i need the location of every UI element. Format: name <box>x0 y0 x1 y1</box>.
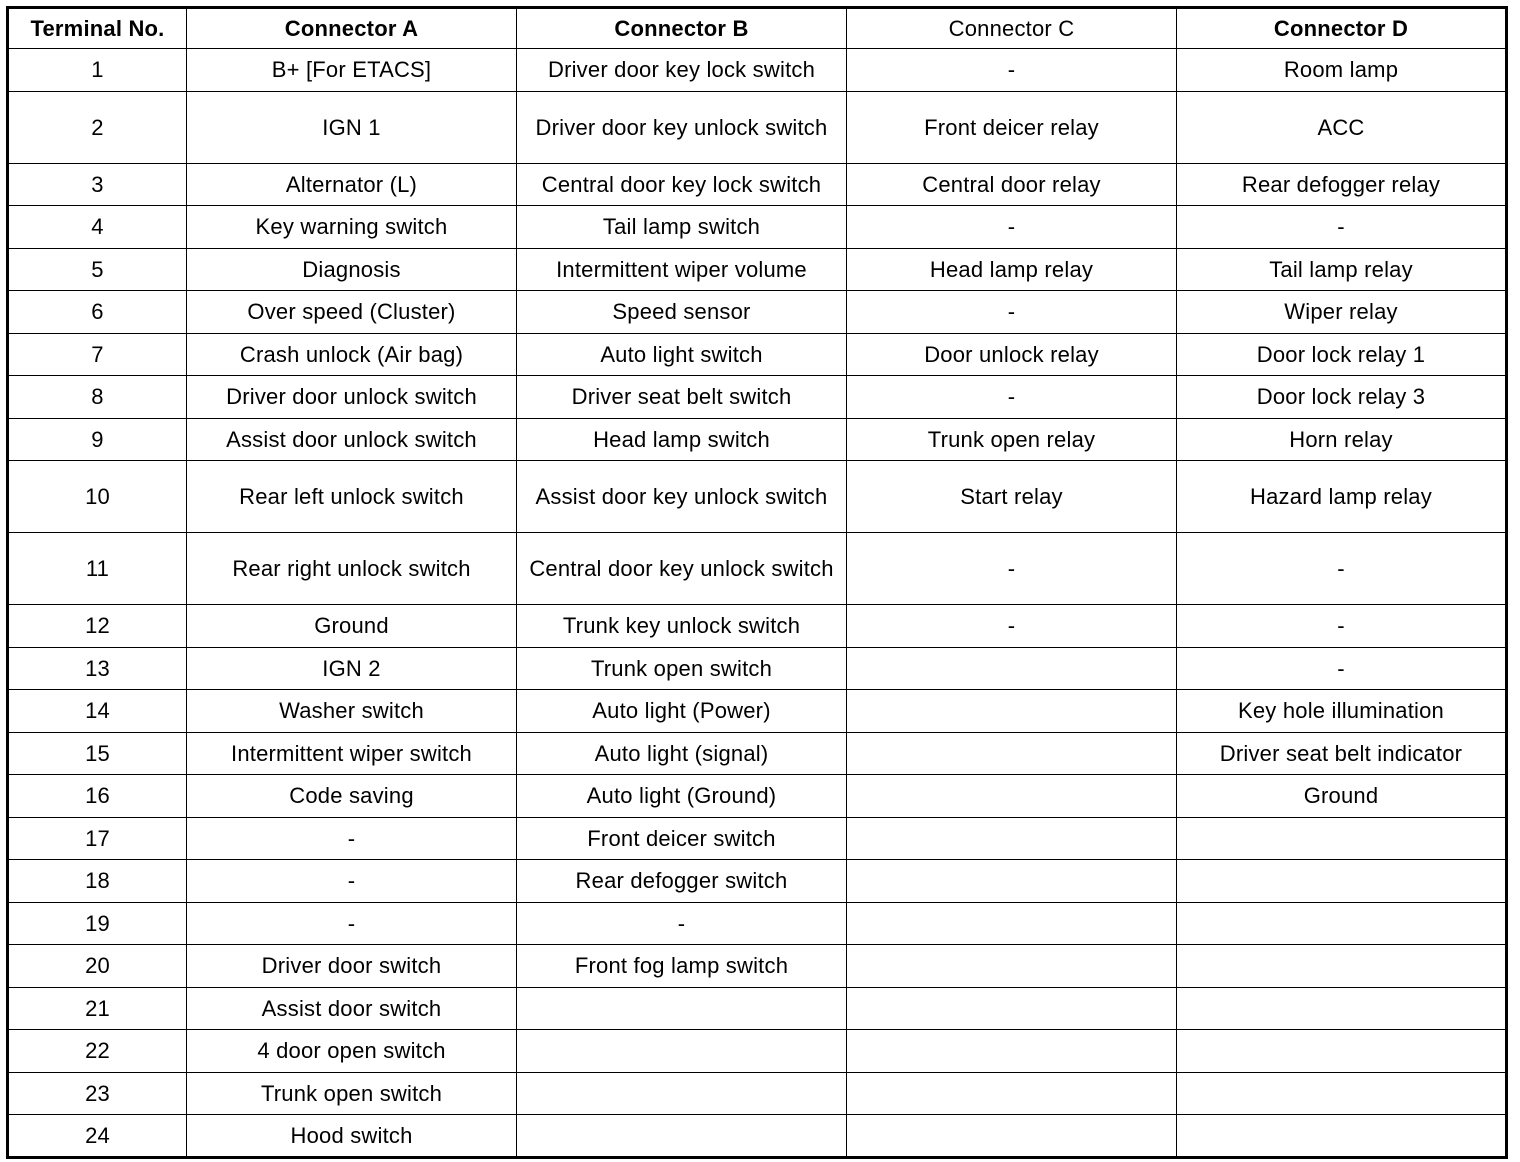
cell-connector-d: Rear defogger relay <box>1177 163 1507 206</box>
cell-connector-c <box>847 732 1177 775</box>
table-row <box>8 605 1507 648</box>
cell-terminal-no: 16 <box>8 775 187 818</box>
document-page <box>6 6 1508 1159</box>
table-row <box>8 333 1507 376</box>
cell-connector-b: Auto light (signal) <box>517 732 847 775</box>
header-connector-d: Connector D <box>1177 8 1507 49</box>
cell-terminal-no: 15 <box>8 732 187 775</box>
cell-connector-a: Ground <box>187 605 517 648</box>
table-row <box>8 248 1507 291</box>
table-row <box>8 1030 1507 1073</box>
cell-connector-d: - <box>1177 533 1507 605</box>
cell-terminal-no: 22 <box>8 1030 187 1073</box>
cell-terminal-no: 1 <box>8 49 187 92</box>
cell-connector-b <box>517 1072 847 1115</box>
cell-connector-b <box>517 1030 847 1073</box>
cell-connector-a: IGN 2 <box>187 647 517 690</box>
header-terminal-no: Terminal No. <box>8 8 187 49</box>
cell-terminal-no: 20 <box>8 945 187 988</box>
cell-connector-c: - <box>847 605 1177 648</box>
cell-connector-b: Rear defogger switch <box>517 860 847 903</box>
cell-connector-c <box>847 1115 1177 1158</box>
cell-connector-d: Ground <box>1177 775 1507 818</box>
cell-terminal-no: 7 <box>8 333 187 376</box>
cell-terminal-no: 8 <box>8 376 187 419</box>
cell-connector-d: ACC <box>1177 91 1507 163</box>
cell-connector-c <box>847 1030 1177 1073</box>
cell-connector-d <box>1177 1115 1507 1158</box>
table-row <box>8 49 1507 92</box>
table-row <box>8 817 1507 860</box>
table-row <box>8 461 1507 533</box>
cell-connector-b: Auto light switch <box>517 333 847 376</box>
cell-terminal-no: 6 <box>8 291 187 334</box>
cell-terminal-no: 19 <box>8 902 187 945</box>
cell-connector-d: Door lock relay 1 <box>1177 333 1507 376</box>
table-header-row <box>8 8 1507 49</box>
cell-connector-a: - <box>187 817 517 860</box>
cell-terminal-no: 13 <box>8 647 187 690</box>
cell-connector-b: Front deicer switch <box>517 817 847 860</box>
table-row <box>8 291 1507 334</box>
cell-connector-d <box>1177 860 1507 903</box>
table-row <box>8 945 1507 988</box>
table-row <box>8 732 1507 775</box>
cell-connector-a: Driver door unlock switch <box>187 376 517 419</box>
cell-connector-a: - <box>187 860 517 903</box>
cell-connector-a: Diagnosis <box>187 248 517 291</box>
header-connector-a: Connector A <box>187 8 517 49</box>
cell-terminal-no: 18 <box>8 860 187 903</box>
table-row <box>8 206 1507 249</box>
cell-connector-c: - <box>847 206 1177 249</box>
cell-connector-c: Central door relay <box>847 163 1177 206</box>
cell-connector-b: Speed sensor <box>517 291 847 334</box>
cell-connector-b: Driver door key lock switch <box>517 49 847 92</box>
cell-connector-b: Front fog lamp switch <box>517 945 847 988</box>
cell-connector-d: - <box>1177 605 1507 648</box>
cell-connector-d: - <box>1177 206 1507 249</box>
cell-connector-d <box>1177 817 1507 860</box>
cell-connector-c <box>847 902 1177 945</box>
cell-terminal-no: 23 <box>8 1072 187 1115</box>
cell-connector-c: - <box>847 533 1177 605</box>
cell-connector-d: Horn relay <box>1177 418 1507 461</box>
cell-terminal-no: 3 <box>8 163 187 206</box>
cell-connector-a: Key warning switch <box>187 206 517 249</box>
cell-terminal-no: 2 <box>8 91 187 163</box>
cell-connector-a: B+ [For ETACS] <box>187 49 517 92</box>
cell-connector-a: Washer switch <box>187 690 517 733</box>
table-row <box>8 91 1507 163</box>
cell-connector-d: Hazard lamp relay <box>1177 461 1507 533</box>
header-connector-b: Connector B <box>517 8 847 49</box>
cell-connector-c <box>847 817 1177 860</box>
cell-connector-c <box>847 647 1177 690</box>
cell-connector-a: Code saving <box>187 775 517 818</box>
cell-connector-a: Assist door unlock switch <box>187 418 517 461</box>
cell-connector-a: Driver door switch <box>187 945 517 988</box>
cell-connector-b: Tail lamp switch <box>517 206 847 249</box>
cell-connector-b: Auto light (Power) <box>517 690 847 733</box>
cell-connector-a: - <box>187 902 517 945</box>
cell-connector-c: Start relay <box>847 461 1177 533</box>
cell-connector-b: Auto light (Ground) <box>517 775 847 818</box>
cell-connector-d <box>1177 1030 1507 1073</box>
cell-connector-a: Crash unlock (Air bag) <box>187 333 517 376</box>
cell-terminal-no: 21 <box>8 987 187 1030</box>
cell-connector-c: Trunk open relay <box>847 418 1177 461</box>
cell-connector-b: Assist door key unlock switch <box>517 461 847 533</box>
cell-connector-d: Door lock relay 3 <box>1177 376 1507 419</box>
cell-connector-b: Intermittent wiper volume <box>517 248 847 291</box>
cell-connector-b: Central door key lock switch <box>517 163 847 206</box>
cell-connector-d: - <box>1177 647 1507 690</box>
table-row <box>8 860 1507 903</box>
cell-connector-d <box>1177 1072 1507 1115</box>
cell-terminal-no: 12 <box>8 605 187 648</box>
cell-connector-c <box>847 1072 1177 1115</box>
table-row <box>8 647 1507 690</box>
cell-connector-a: Rear right unlock switch <box>187 533 517 605</box>
cell-terminal-no: 4 <box>8 206 187 249</box>
table-row <box>8 163 1507 206</box>
cell-connector-d: Room lamp <box>1177 49 1507 92</box>
cell-connector-d <box>1177 945 1507 988</box>
cell-connector-a: Assist door switch <box>187 987 517 1030</box>
cell-connector-d: Wiper relay <box>1177 291 1507 334</box>
cell-terminal-no: 14 <box>8 690 187 733</box>
table-body <box>8 49 1507 1158</box>
cell-connector-b: Driver seat belt switch <box>517 376 847 419</box>
cell-connector-c <box>847 690 1177 733</box>
cell-terminal-no: 24 <box>8 1115 187 1158</box>
cell-connector-b: Trunk key unlock switch <box>517 605 847 648</box>
cell-terminal-no: 5 <box>8 248 187 291</box>
cell-connector-b: Trunk open switch <box>517 647 847 690</box>
cell-terminal-no: 9 <box>8 418 187 461</box>
table-row <box>8 690 1507 733</box>
cell-terminal-no: 10 <box>8 461 187 533</box>
cell-connector-a: 4 door open switch <box>187 1030 517 1073</box>
cell-terminal-no: 17 <box>8 817 187 860</box>
cell-connector-a: IGN 1 <box>187 91 517 163</box>
cell-connector-b: Head lamp switch <box>517 418 847 461</box>
cell-connector-c <box>847 987 1177 1030</box>
table-row <box>8 987 1507 1030</box>
cell-connector-c: - <box>847 376 1177 419</box>
cell-connector-c: - <box>847 291 1177 334</box>
cell-connector-b: - <box>517 902 847 945</box>
cell-connector-c: Head lamp relay <box>847 248 1177 291</box>
cell-connector-c: - <box>847 49 1177 92</box>
cell-connector-b <box>517 987 847 1030</box>
cell-connector-a: Over speed (Cluster) <box>187 291 517 334</box>
cell-connector-d <box>1177 902 1507 945</box>
cell-connector-c <box>847 945 1177 988</box>
table-row <box>8 533 1507 605</box>
cell-connector-d: Key hole illumination <box>1177 690 1507 733</box>
cell-connector-d <box>1177 987 1507 1030</box>
cell-connector-c <box>847 860 1177 903</box>
cell-connector-a: Trunk open switch <box>187 1072 517 1115</box>
cell-connector-a: Hood switch <box>187 1115 517 1158</box>
header-connector-c: Connector C <box>847 8 1177 49</box>
table-row <box>8 902 1507 945</box>
cell-connector-a: Alternator (L) <box>187 163 517 206</box>
table-row <box>8 1115 1507 1158</box>
cell-connector-a: Intermittent wiper switch <box>187 732 517 775</box>
cell-connector-d: Driver seat belt indicator <box>1177 732 1507 775</box>
connector-terminal-table <box>6 6 1508 1159</box>
cell-connector-c <box>847 775 1177 818</box>
table-row <box>8 376 1507 419</box>
cell-connector-d: Tail lamp relay <box>1177 248 1507 291</box>
cell-connector-b: Driver door key unlock switch <box>517 91 847 163</box>
cell-connector-b <box>517 1115 847 1158</box>
table-row <box>8 775 1507 818</box>
cell-connector-a: Rear left unlock switch <box>187 461 517 533</box>
cell-connector-c: Front deicer relay <box>847 91 1177 163</box>
cell-connector-c: Door unlock relay <box>847 333 1177 376</box>
table-row <box>8 418 1507 461</box>
cell-terminal-no: 11 <box>8 533 187 605</box>
table-row <box>8 1072 1507 1115</box>
cell-connector-b: Central door key unlock switch <box>517 533 847 605</box>
